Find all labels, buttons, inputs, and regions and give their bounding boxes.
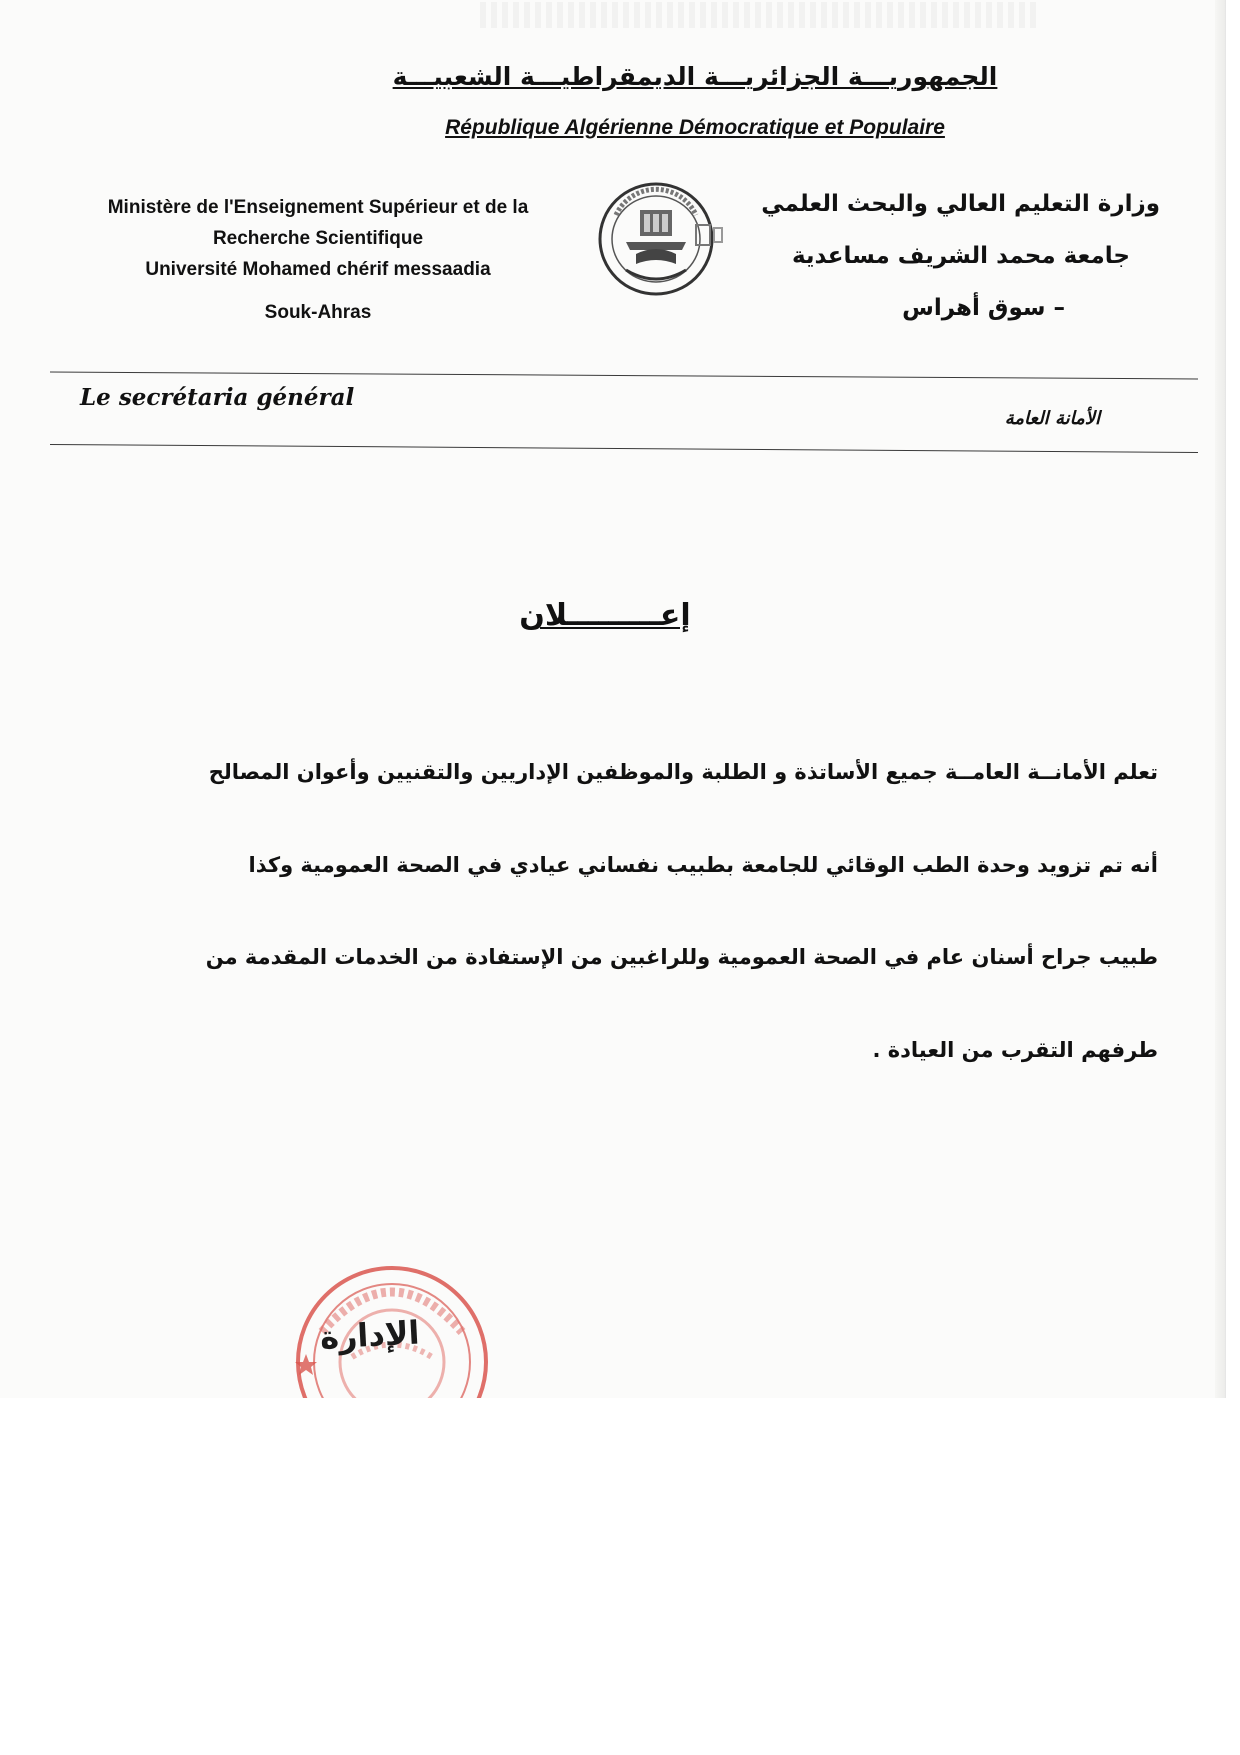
ministry-block-arabic: [760, 178, 1160, 334]
body-line-3: طبيب جراح أسنان عام في الصحة العمومية وللراغبين من الإستفادة من الخدمات المقدمة من: [205, 945, 1158, 969]
ministry-name-arabic: وزارة التعليم العالي والبحث العلمي: [761, 191, 1160, 217]
scan-noise: [480, 2, 1040, 28]
body-line-2: أنه تم تزويد وحدة الطب الوقائي للجامعة بطبيب نفساني عيادي في الصحة العمومية وكذا: [248, 853, 1158, 877]
body-line-1: تعلم الأمانــة العامــة جميع الأساتذة و الطلبة والموظفين الإداريين والتقنيين وأعوان المصالح: [208, 760, 1158, 784]
university-seal-icon: [596, 180, 734, 298]
ministry-line-2: Recherche Scientifique: [212, 228, 424, 249]
ministry-block-french: [58, 192, 578, 285]
title-underline: [540, 627, 680, 629]
scan-edge: [1215, 0, 1225, 1398]
republic-title-arabic: الجمهوريـــة الجزائريـــة الديمقراطيـــة الشعبيـــة: [392, 62, 998, 91]
city-arabic: – سوق أهراس: [902, 295, 1065, 321]
city-french: Souk-Ahras: [264, 302, 372, 323]
ministry-line-1: Ministère de l'Enseignement Supérieur et de la: [107, 197, 529, 218]
department-french: Le secrétaria général: [80, 384, 355, 411]
signature-administration: الإدارة: [319, 1313, 421, 1357]
university-name-arabic: جامعة محمد الشريف مساعدية: [791, 243, 1130, 269]
department-arabic: الأمانة العامة: [1004, 408, 1100, 429]
body-line-4: طرفهم التقرب من العيادة .: [872, 1038, 1158, 1062]
university-name-french: Université Mohamed chérif messaadia: [145, 259, 491, 280]
republic-title-french: République Algérienne Démocratique et Populaire: [445, 116, 945, 139]
announcement-title: إعـــــــــلان: [519, 598, 691, 633]
